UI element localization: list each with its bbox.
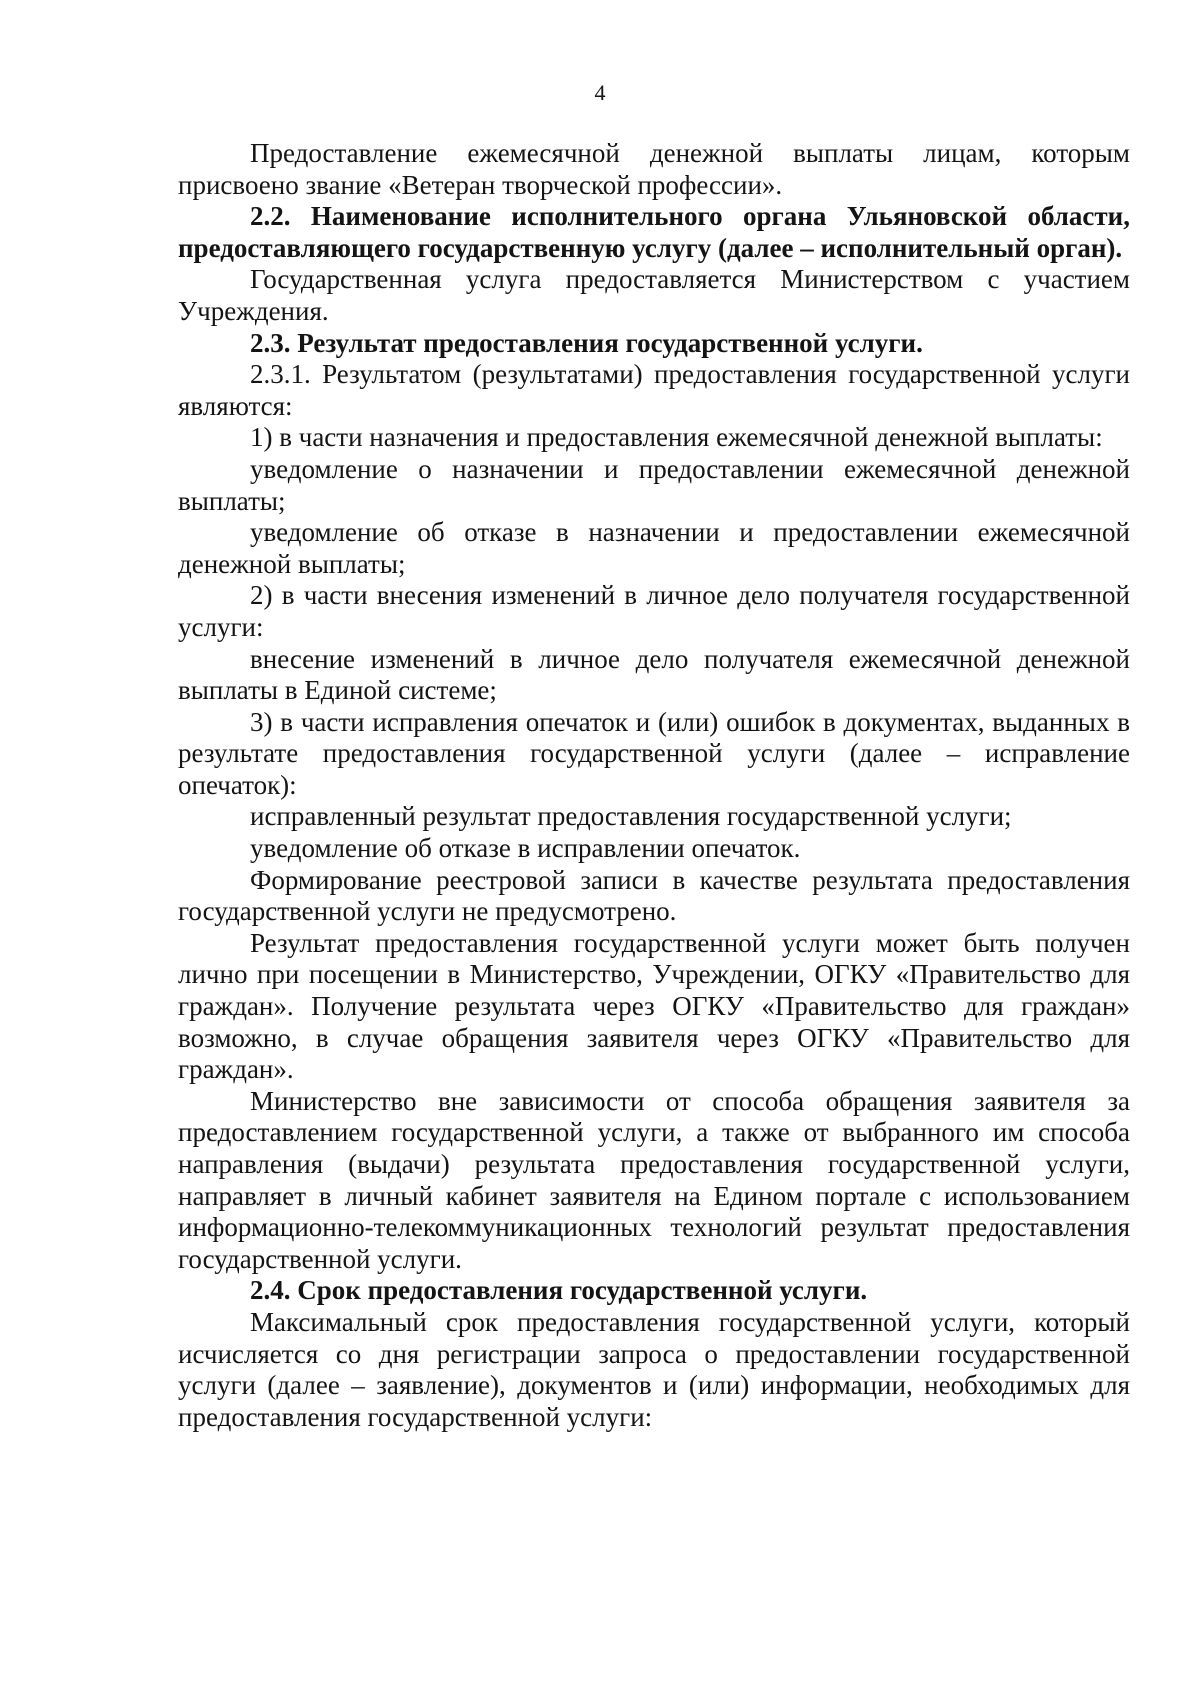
page-number: 4 <box>594 80 606 105</box>
paragraph: Результат предоставления государственной услуги может быть получен лично при посещении в Министерство, Учреждении, ОГКУ «Правительство для граждан». Получение результата через ОГКУ «Правительство для граждан» возможно, в случае обращения заявителя через ОГКУ «Правительство для граждан». <box>178 927 1130 1085</box>
paragraph: 2) в части внесения изменений в личное дело получателя государственной услуги: <box>178 580 1130 642</box>
paragraph: внесение изменений в личное дело получателя ежемесячной денежной выплаты в Единой системе; <box>178 643 1130 706</box>
paragraph: Формирование реестровой записи в качестве результата предоставления государственной услуги не предусмотрено. <box>178 864 1130 927</box>
paragraph: Максимальный срок предоставления государственной услуги, который исчисляется со дня регистрации запроса о предоставлении государственной услуги (далее – заявление), документов и (или) информации, необходимых для предоставления государственной услуги: <box>178 1306 1130 1432</box>
paragraph: 3) в части исправления опечаток и (или) ошибок в документах, выданных в результате предоставления государственной услуги (далее – исправление опечаток): <box>178 706 1130 800</box>
paragraph: Государственная услуга предоставляется Министерством с участием Учреждения. <box>178 264 1130 326</box>
paragraph: Министерство вне зависимости от способа обращения заявителя за предоставлением государственной услуги, а также от выбранного им способа направления (выдачи) результата предоставления государственной услуги, направляет в личный кабинет заявителя на Едином портале с использованием информационно-телекоммуникационных технологий результат предоставления государственной услуги. <box>178 1085 1130 1274</box>
paragraph: исправленный результат предоставления государственной услуги; <box>250 801 1012 832</box>
section-heading: 2.2. Наименование исполнительного органа Ульяновской области, предоставляющего государственную услугу (далее – исполнительный орган). <box>178 201 1130 263</box>
paragraph: 1) в части назначения и предоставления ежемесячной денежной выплаты: <box>250 422 1103 453</box>
section-heading: 2.4. Срок предоставления государственной услуги. <box>250 1275 868 1306</box>
paragraph: уведомление о назначении и предоставлении ежемесячной денежной выплаты; <box>178 453 1130 516</box>
paragraph: Предоставление ежемесячной денежной выплаты лицам, которым присвоено звание «Ветеран творческой профессии». <box>178 138 1130 200</box>
paragraph: уведомление об отказе в исправлении опечаток. <box>250 833 801 864</box>
paragraph: уведомление об отказе в назначении и предоставлении ежемесячной денежной выплаты; <box>178 517 1130 579</box>
paragraph: 2.3.1. Результатом (результатами) предоставления государственной услуги являются: <box>178 359 1130 421</box>
document-body <box>178 138 1130 1433</box>
section-heading: 2.3. Результат предоставления государственной услуги. <box>250 327 923 358</box>
